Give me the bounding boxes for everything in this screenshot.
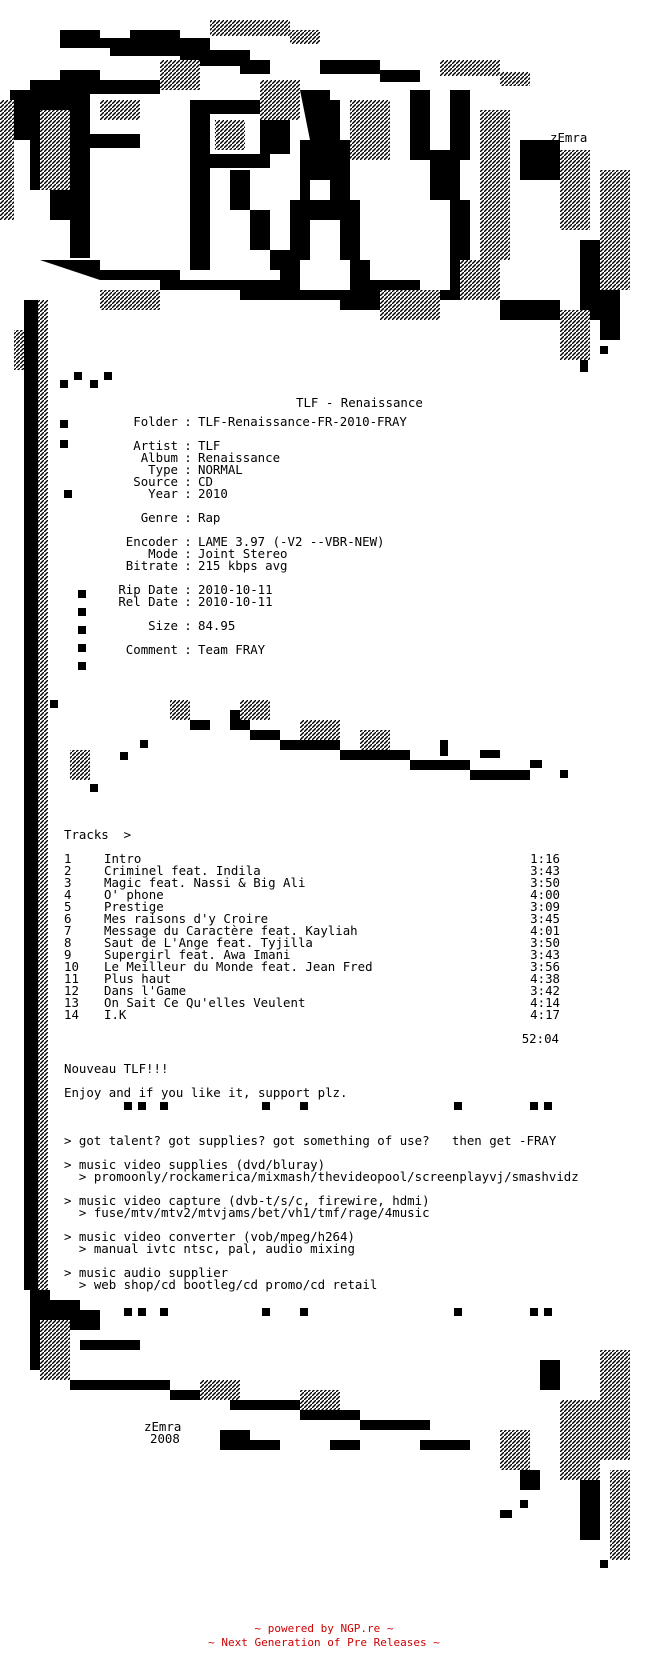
info-value: TLF xyxy=(198,438,221,453)
track-duration: 4:38 xyxy=(530,971,560,986)
track-row xyxy=(64,997,560,1009)
notes-line-2: Enjoy and if you like it, support plz. xyxy=(64,1085,348,1100)
info-key: Comment xyxy=(125,642,178,657)
info-sep: : xyxy=(184,438,192,453)
track-title: Criminel feat. Indila xyxy=(104,863,261,878)
info-row xyxy=(90,596,273,608)
track-duration: 3:50 xyxy=(530,935,560,950)
track-title: Intro xyxy=(104,851,142,866)
info-sep: : xyxy=(184,486,192,501)
track-number: 6 xyxy=(64,911,72,926)
ad-detail: > promoonly/rockamerica/mixmash/thevideopool/screenplayvj/smashvidz xyxy=(64,1169,579,1184)
track-title: On Sait Ce Qu'elles Veulent xyxy=(104,995,306,1010)
ad-detail: > fuse/mtv/mtv2/mtvjams/bet/vh1/tmf/rage/4music xyxy=(64,1205,430,1220)
info-row xyxy=(90,620,235,632)
info-row xyxy=(90,416,407,428)
total-duration: 52:04 xyxy=(521,1031,559,1046)
signature-bottom: zEmra xyxy=(144,1419,182,1434)
info-key: Size xyxy=(148,618,178,633)
info-key: Year xyxy=(148,486,178,501)
track-duration: 4:01 xyxy=(530,923,560,938)
track-number: 5 xyxy=(64,899,72,914)
track-row xyxy=(64,1009,560,1021)
track-duration: 3:43 xyxy=(530,863,560,878)
info-key: Source xyxy=(133,474,178,489)
info-value: LAME 3.97 (-V2 --VBR-NEW) xyxy=(198,534,385,549)
track-title: Message du Caractère feat. Kayliah xyxy=(104,923,358,938)
info-sep: : xyxy=(184,642,192,657)
info-value: Renaissance xyxy=(198,450,281,465)
track-title: I.K xyxy=(104,1007,127,1022)
info-value: NORMAL xyxy=(198,462,243,477)
divider-art xyxy=(70,700,568,792)
info-sep: : xyxy=(184,462,192,477)
track-number: 12 xyxy=(64,983,79,998)
info-value: Joint Stereo xyxy=(198,546,288,561)
info-value: Team FRAY xyxy=(198,642,266,657)
track-duration: 4:14 xyxy=(530,995,560,1010)
info-key: Folder xyxy=(133,414,178,429)
track-title: Dans l'Game xyxy=(104,983,187,998)
info-sep: : xyxy=(184,546,192,561)
track-number: 1 xyxy=(64,851,72,866)
info-sep: : xyxy=(184,558,192,573)
track-title: Magic feat. Nassi & Big Ali xyxy=(104,875,306,890)
ad-heading: > music audio supplier xyxy=(64,1265,229,1280)
info-sep: : xyxy=(184,582,192,597)
track-duration: 4:17 xyxy=(530,1007,560,1022)
track-number: 11 xyxy=(64,971,79,986)
info-sep: : xyxy=(184,414,192,429)
info-sep: : xyxy=(184,594,192,609)
track-number: 3 xyxy=(64,875,72,890)
dot-separator-1 xyxy=(124,1102,552,1110)
track-number: 7 xyxy=(64,923,72,938)
info-sep: : xyxy=(184,618,192,633)
tracks-heading: Tracks > xyxy=(64,827,132,842)
track-number: 8 xyxy=(64,935,72,950)
info-key: Genre xyxy=(140,510,178,525)
footer-tagline: ~ Next Generation of Pre Releases ~ xyxy=(208,1636,440,1649)
release-title: TLF - Renaissance xyxy=(296,395,423,410)
track-duration: 3:43 xyxy=(530,947,560,962)
track-title: O' phone xyxy=(104,887,164,902)
track-duration: 1:16 xyxy=(530,851,560,866)
dot-separator-2 xyxy=(124,1308,552,1316)
track-number: 14 xyxy=(64,1007,79,1022)
track-number: 2 xyxy=(64,863,72,878)
notes-line-1: Nouveau TLF!!! xyxy=(64,1061,169,1076)
track-duration: 3:45 xyxy=(530,911,560,926)
track-duration: 3:50 xyxy=(530,875,560,890)
track-title: Plus haut xyxy=(104,971,172,986)
info-row xyxy=(90,488,228,500)
info-key: Encoder xyxy=(125,534,178,549)
info-value: 84.95 xyxy=(198,618,236,633)
info-sep: : xyxy=(184,450,192,465)
info-sep: : xyxy=(184,534,192,549)
info-row xyxy=(90,560,288,572)
info-value: 2010-10-11 xyxy=(198,594,273,609)
track-number: 9 xyxy=(64,947,72,962)
info-value: 215 kbps avg xyxy=(198,558,288,573)
track-duration: 3:56 xyxy=(530,959,560,974)
track-number: 4 xyxy=(64,887,72,902)
info-key: Bitrate xyxy=(125,558,178,573)
track-title: Supergirl feat. Awa Imani xyxy=(104,947,291,962)
track-number: 13 xyxy=(64,995,79,1010)
info-key: Rip Date xyxy=(118,582,178,597)
signature-top: zEmra xyxy=(550,130,588,145)
ad-detail: > web shop/cd bootleg/cd promo/cd retail xyxy=(64,1277,378,1292)
info-key: Album xyxy=(140,450,178,465)
track-duration: 4:00 xyxy=(530,887,560,902)
ad-detail: > manual ivtc ntsc, pal, audio mixing xyxy=(64,1241,355,1256)
info-sep: : xyxy=(184,474,192,489)
info-value: 2010-10-11 xyxy=(198,582,273,597)
logo-top xyxy=(0,20,630,372)
footer-powered-by: ~ powered by NGP.re ~ xyxy=(254,1622,394,1635)
track-title: Mes raisons d'y Croire xyxy=(104,911,269,926)
ad-heading: > got talent? got supplies? got something of use? then get -FRAY xyxy=(64,1133,557,1148)
info-value: 2010 xyxy=(198,486,228,501)
signature-year: 2008 xyxy=(150,1431,180,1446)
track-duration: 3:42 xyxy=(530,983,560,998)
info-key: Mode xyxy=(148,546,178,561)
track-title: Prestige xyxy=(104,899,164,914)
info-row xyxy=(90,644,265,656)
info-key: Rel Date xyxy=(118,594,178,609)
ad-heading: > music video converter (vob/mpeg/h264) xyxy=(64,1229,355,1244)
info-key: Type xyxy=(148,462,178,477)
logo-bottom xyxy=(30,1290,630,1568)
info-value: TLF-Renaissance-FR-2010-FRAY xyxy=(198,414,407,429)
ad-heading: > music video supplies (dvd/bluray) xyxy=(64,1157,326,1172)
info-value: CD xyxy=(198,474,213,489)
track-title: Le Meilleur du Monde feat. Jean Fred xyxy=(104,959,373,974)
info-row xyxy=(90,512,220,524)
track-number: 10 xyxy=(64,959,79,974)
info-key: Artist xyxy=(133,438,178,453)
info-sep: : xyxy=(184,510,192,525)
info-value: Rap xyxy=(198,510,221,525)
track-duration: 3:09 xyxy=(530,899,560,914)
track-title: Saut de L'Ange feat. Tyjilla xyxy=(104,935,313,950)
ad-heading: > music video capture (dvb-t/s/c, firewire, hdmi) xyxy=(64,1193,430,1208)
